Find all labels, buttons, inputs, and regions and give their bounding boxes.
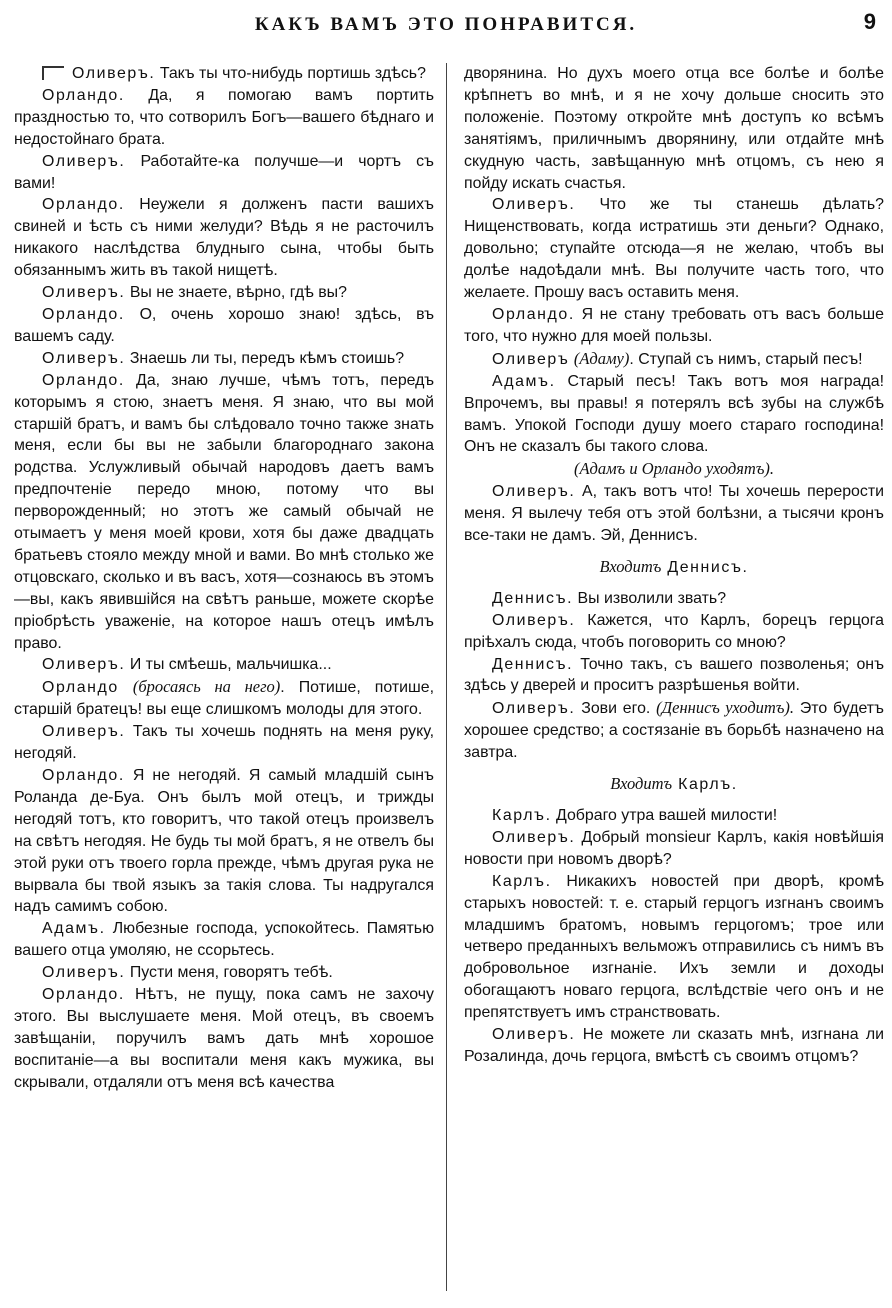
- dialogue-paragraph: [464, 1024, 884, 1068]
- speaker-name: Орландо.: [42, 986, 125, 1004]
- dialogue-paragraph: [14, 151, 434, 195]
- dialogue-paragraph: [14, 676, 434, 721]
- dialogue-paragraph: [14, 984, 434, 1094]
- dialogue-text: Точно такъ, съ вашего позволенья; онъ здѣсь у дверей и проситъ разрѣшенья войти.: [464, 655, 884, 695]
- dialogue-paragraph: [464, 348, 884, 371]
- speaker-name: Деннисъ.: [492, 655, 574, 673]
- dialogue-paragraph: [464, 304, 884, 348]
- dialogue-text: Я не стану требовать отъ васъ больше того, что нужно для моей пользы.: [464, 305, 884, 345]
- dialogue-text: Такъ ты что-нибудь портишь здѣсь?: [155, 65, 426, 82]
- dialogue-text: Не можете ли сказать мнѣ, изгнана ли Розалинда, дочь герцога, вмѣстѣ съ своимъ отцомъ?: [464, 1026, 884, 1065]
- stage-direction: [464, 773, 884, 796]
- dialogue-text: Нѣтъ, не пущу, пока самъ не захочу этого. Вы выслушаете меня. Мой отецъ, въ своемъ завѣщаніи, поручилъ вамъ дать мнѣ хорошое воспитаніе—а вы воспитали меня какъ мужика, вы скрывали, отдаляли отъ меня всѣ качества: [14, 986, 434, 1091]
- speaker-name: Оливеръ.: [42, 964, 126, 982]
- speaker-name: Орландо.: [42, 196, 125, 214]
- speaker-name: Оливеръ.: [492, 483, 576, 501]
- dialogue-paragraph: [464, 588, 884, 610]
- speaker-name: Орландо.: [42, 371, 125, 389]
- speaker-name: Оливеръ.: [42, 656, 126, 674]
- speaker-name: Оливеръ.: [42, 284, 126, 302]
- dialogue-paragraph: [464, 610, 884, 654]
- stage-direction-inline: (Деннисъ уходитъ).: [656, 698, 795, 718]
- dialogue-text: Знаешь ли ты, передъ кѣмъ стоишь?: [125, 349, 405, 367]
- speaker-name: Орландо: [42, 679, 119, 697]
- running-title: КАКЪ ВАМЪ ЭТО ПОНРАВИТСЯ.: [254, 14, 638, 35]
- speaker-name: Оливеръ.: [492, 196, 576, 214]
- stage-direction: [464, 458, 884, 481]
- speaker-name: Орландо.: [42, 305, 125, 323]
- dialogue-paragraph: [464, 194, 884, 304]
- dialogue-text: Добрый monsieur Карлъ, какія новѣйшія новости при новомъ дворѣ?: [464, 828, 884, 868]
- speaker-name: Адамъ.: [492, 372, 556, 390]
- dialogue-text: Неужели я долженъ пасти вашихъ свиней и ѣсть съ ними желуди? Вѣдь я не расточилъ никакого наслѣдства блудныго сына, чтобы быть обязаннымъ жить въ такой нищетѣ.: [14, 196, 434, 280]
- dialogue-paragraph: [14, 721, 434, 765]
- dialogue-paragraph: [464, 805, 884, 827]
- speaker-name: Карлъ.: [492, 807, 552, 824]
- speaker-name: Деннисъ.: [492, 589, 574, 607]
- dialogue-text: Кажется, что Карлъ, борецъ герцога пріѣхалъ сюда, чтобъ поговорить со мною?: [464, 611, 884, 651]
- dialogue-paragraph: [14, 918, 434, 962]
- speaker-name: Оливеръ.: [42, 152, 126, 170]
- stage-character-name: Карлъ.: [672, 776, 738, 794]
- speaker-name: Карлъ.: [492, 872, 552, 890]
- dialogue-text: Это будетъ хорошее средство; а состязаніе въ борьбѣ назначено на завтра.: [464, 700, 884, 762]
- dialogue-paragraph: [14, 194, 434, 282]
- stage-character-name: Деннисъ.: [661, 558, 749, 576]
- speaker-name: Орландо.: [42, 767, 125, 784]
- dialogue-text: . Ступай съ нимъ, старый песъ!: [629, 350, 863, 368]
- stage-direction-inline: (бросаясь на него): [132, 677, 281, 697]
- stage-direction: [464, 556, 884, 579]
- stage-direction-text: Входитъ: [610, 774, 673, 794]
- dialogue-paragraph: [14, 63, 434, 85]
- page-header: [0, 0, 892, 50]
- dialogue-paragraph: [14, 348, 434, 370]
- dialogue-paragraph: [14, 85, 434, 151]
- stage-direction-inline: (Адаму): [573, 348, 630, 368]
- dialogue-text: Никакихъ новостей при дворѣ, кромѣ старыхъ новостей: т. е. старый герцогъ изгнанъ своимъ младшимъ братомъ, новымъ герцогомъ; трое или четверо преданныхъ вельможъ отправились съ нимъ въ добровольное изгнаніе. Ихъ земли и доходы обогащаютъ новаго герцога, вслѣдствіе чего онъ и не препятствуетъ имъ странствовать.: [464, 872, 884, 1022]
- dialogue-paragraph: [464, 63, 884, 194]
- speaker-name: Оливеръ.: [42, 349, 126, 367]
- dialogue-text: Вы не знаете, вѣрно, гдѣ вы?: [125, 284, 347, 302]
- dialogue-text: О, очень хорошо знаю! здѣсь, въ вашемъ саду.: [14, 305, 434, 345]
- speaker-name: Оливеръ.: [492, 700, 576, 718]
- dialogue-text: Вы изволили звать?: [573, 589, 727, 607]
- speaker-name: Оливеръ.: [492, 1026, 576, 1044]
- dialogue-text: Любезные господа, успокойтесь. Памятью вашего отца умоляю, не ссорьтесь.: [14, 920, 434, 960]
- dialogue-text: А, такъ вотъ что! Ты хочешь перерости меня. Я вылечу тебя отъ этой болѣзни, а тысячи кронъ все-таки не дамъ. Эй, Деннисъ.: [464, 483, 884, 545]
- dialogue-text: Добраго утра вашей милости!: [551, 807, 778, 824]
- page-number: 9: [863, 9, 876, 34]
- stage-direction-text: (Адамъ и Орландо уходятъ).: [573, 459, 775, 479]
- print-mark-icon: [42, 66, 64, 80]
- dialogue-paragraph: [14, 654, 434, 676]
- left-column: [14, 63, 434, 1094]
- dialogue-paragraph: [14, 370, 434, 655]
- dialogue-text: . Потише, потише, старшій братецъ! вы еще слишкомъ молоды для этого.: [14, 679, 434, 719]
- dialogue-text: Да, я помогаю вамъ портить праздностью то, что сотворилъ Богъ—вашего бѣднаго и недостойнаго брата.: [14, 86, 434, 148]
- dialogue-paragraph: [14, 304, 434, 348]
- speaker-name: Оливеръ.: [492, 828, 576, 846]
- dialogue-text: Такъ ты хочешь поднять на меня руку, негодяй.: [14, 723, 434, 763]
- dialogue-text: И ты смѣешь, мальчишка...: [125, 656, 332, 674]
- dialogue-text: Пусти меня, говорятъ тебѣ.: [125, 964, 333, 982]
- dialogue-paragraph: [464, 371, 884, 459]
- dialogue-text: дворянина. Но духъ моего отца все болѣе и болѣе крѣпнетъ во мнѣ, и я не хочу дольше сносить это положеніе. Поэтому откройте мнѣ доступъ ко всѣмъ занятіямъ, приличнымъ дворянину, или отдайте мнѣ скудную часть, завѣщанную мнѣ отцомъ, съ нею я пойду искать счастья.: [464, 65, 884, 192]
- dialogue-paragraph: [464, 697, 884, 764]
- dialogue-paragraph: [14, 765, 434, 918]
- speaker-name: Адамъ.: [42, 920, 106, 938]
- dialogue-paragraph: [14, 282, 434, 304]
- dialogue-text: Зови его.: [575, 700, 657, 718]
- speaker-name: Оливеръ.: [492, 611, 576, 629]
- stage-direction-text: Входитъ: [599, 556, 662, 576]
- dialogue-paragraph: [464, 827, 884, 871]
- dialogue-paragraph: [464, 654, 884, 698]
- speaker-name: Оливеръ.: [42, 723, 126, 741]
- speaker-name: Орландо.: [492, 305, 575, 323]
- dialogue-paragraph: [14, 962, 434, 984]
- column-divider: [446, 63, 447, 1291]
- speaker-name: Оливеръ.: [72, 65, 156, 82]
- dialogue-text: Работайте-ка получше—и чортъ съ вами!: [14, 152, 434, 192]
- dialogue-text: Что же ты станешь дѣлать? Нищенствовать, когда истратишь эти деньги? Однако, довольно; ступайте отсюда—я не желаю, чтобъ вы долѣе надоѣдали мнѣ. Вы получите часть того, что желаете. Прошу васъ оставить меня.: [464, 196, 884, 302]
- right-column: [464, 63, 884, 1068]
- dialogue-paragraph: [464, 871, 884, 1024]
- dialogue-text: Старый песъ! Такъ вотъ моя награда! Впрочемъ, вы правы! я потерялъ всѣ зубы на службѣ вамъ. Упокой Господи душу моего стараго господина! Онъ не сказалъ бы такого слова.: [464, 372, 884, 456]
- speaker-name: Оливеръ: [492, 350, 570, 368]
- speaker-name: Орландо.: [42, 86, 125, 104]
- dialogue-text: Я не негодяй. Я самый младшій сынъ Роланда де-Буа. Онъ былъ мой отецъ, и трижды негодяй тотъ, кто говоритъ, что такой отецъ произвелъ на свѣтъ негодяя. Не будь ты мой братъ, я не отвелъ бы этой руки отъ твоего горла прежде, чѣмъ другая рука не вырвала бы твой языкъ за такія слова. Ты надругался надъ самимъ собою.: [14, 767, 434, 916]
- dialogue-text: Да, знаю лучше, чѣмъ тотъ, передъ которымъ я стою, знаетъ меня. Я знаю, что вы мой старшій братъ, и вамъ бы слѣдовало точно также знать меня, если бы вы не забыли благороднаго закона родства. Услужливый обычай народовъ даетъ вамъ предпочтеніе передо мною, потому что вы перворожденный; но этотъ же самый обычай не отымаетъ у меня моей крови, хотя бы даже двадцать братьевъ стояло между мной и вами. Во мнѣ столько же отцовскаго, сколько и въ васъ, хотя—сознаюсь въ этомъ—вы, какъ явившійся на свѣтъ раньше, можете скорѣе пріобрѣсть уваженіе, на которое нашъ отецъ имѣлъ право.: [14, 371, 434, 652]
- dialogue-paragraph: [464, 481, 884, 547]
